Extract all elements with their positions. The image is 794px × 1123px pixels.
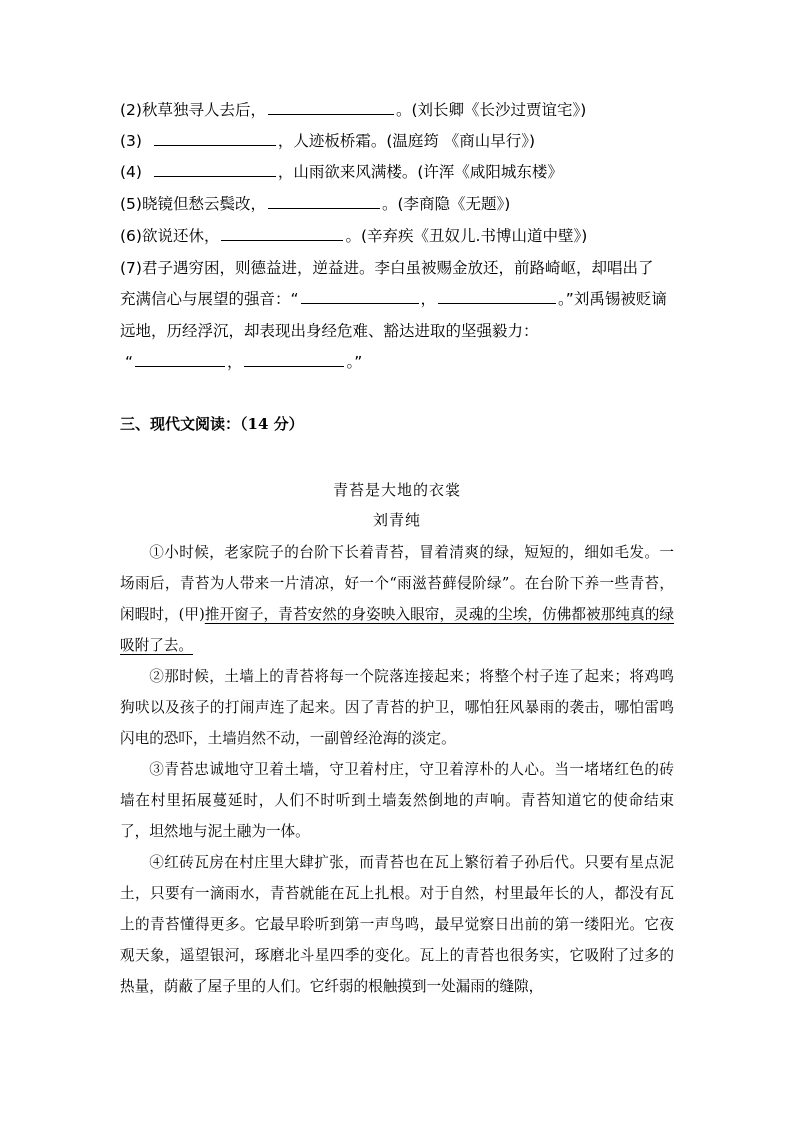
paragraph-4: ④红砖瓦房在村庄里大肆扩张，而青苔也在瓦上繁衍着子孙后代。只要有星点泥土，只要有一滴雨水，青苔就能在瓦上扎根。对于自然，村里最年长的人，都没有瓦上的青苔懂得更多。它最早聆听到第一声鸟鸣，最早觉察日出前的第一缕阳光。它夜观天象，遥望银河，琢磨北斗星四季的变化。瓦上的青苔也很务实，它吸附了过多的热量，荫蔽了屋子里的人们。它纤弱的根触摸到一处漏雨的缝隙，: [120, 854, 674, 995]
fill-in-q7-line2: 充满信心与展望的强音：“ ， 。”刘禹锡被贬谪: [120, 290, 667, 308]
article-title: 青苔是大地的衣裳: [332, 481, 461, 499]
paragraph-1: ①小时候，老家院子的台阶下长着青苔，冒着清爽的绿，短短的，细如毛发。一场雨后，青苔为人带来一片清凉，好一个“雨滋苔藓侵阶绿”。在台阶下养一些青苔，闲暇时，(甲)推开窗子，青苔安然的身姿映入眼帘，灵魂的尘埃，仿佛都被那纯真的绿吸附了去。: [120, 544, 674, 654]
answer-blank[interactable]: [244, 352, 344, 367]
fill-in-q7-line4: “ ， 。”: [124, 353, 363, 371]
answer-blank[interactable]: [154, 131, 276, 146]
fill-in-q5: (5)晓镜但愁云鬓改， 。(李商隐《无题》): [120, 195, 511, 213]
fill-in-q7-line1: (7)君子遇穷困，则德益进，逆益进。李白虽被赐金放还，前路崎岖，却唱出了: [120, 259, 654, 277]
paragraph-2: ②那时候，土墙上的青苔将每一个院落连接起来；将整个村子连了起来；将鸡鸣狗吠以及孩子的打闹声连了起来。因了青苔的护卫，哪怕狂风暴雨的袭击，哪怕雷鸣闪电的恐吓，土墙岿然不动，一副曾经沧海的淡定。: [120, 668, 674, 747]
answer-blank[interactable]: [268, 194, 380, 209]
section-heading: 三、现代文阅读：（14 分）: [120, 415, 304, 433]
fill-in-q3: (3) ，人迹板桥霜。(温庭筠 《商山早行》): [120, 132, 536, 150]
answer-blank[interactable]: [154, 162, 276, 177]
underlined-sentence-jia: 推开窗子，青苔安然的身姿映入眼帘，灵魂的尘埃，仿佛都被那纯真的绿吸附了去。: [120, 606, 674, 654]
article-author: 刘青纯: [372, 511, 421, 529]
fill-in-q6: (6)欲说还休， 。(辛弃疾《丑奴儿.书博山道中壁》): [120, 227, 588, 245]
fill-in-q4: (4) ，山雨欲来风满楼。(许浑《咸阳城东楼》: [120, 163, 563, 181]
answer-blank[interactable]: [268, 100, 394, 115]
article-body: [120, 537, 674, 1002]
answer-blank[interactable]: [301, 289, 419, 304]
answer-blank[interactable]: [221, 226, 343, 241]
paragraph-3: ③青苔忠诚地守卫着土墙，守卫着村庄，守卫着淳朴的人心。当一堵堵红色的砖墙在村里拓展蔓延时，人们不时听到土墙轰然倒地的声响。青苔知道它的使命结束了，坦然地与泥土融为一体。: [120, 761, 674, 840]
fill-in-q2: (2)秋草独寻人去后， 。(刘长卿《长沙过贾谊宅》): [120, 101, 587, 119]
answer-blank[interactable]: [135, 352, 225, 367]
answer-blank[interactable]: [438, 289, 556, 304]
fill-in-q7-line3: 远地，历经浮沉，却表现出身经危难、豁达进取的坚强毅力：: [120, 322, 539, 340]
